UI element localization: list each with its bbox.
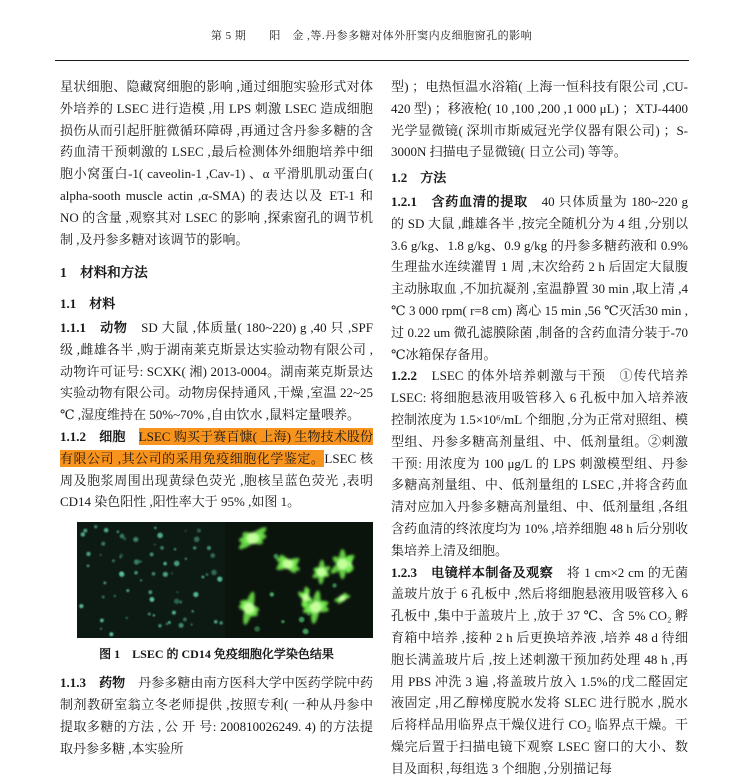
section-1-2-3-label: 1.2.3 电镜样本制备及观察 bbox=[391, 564, 567, 580]
section-1-2-1-paragraph bbox=[391, 191, 688, 365]
header-divider bbox=[55, 60, 689, 61]
right-column bbox=[391, 76, 688, 780]
fluorescence-micrograph bbox=[77, 522, 373, 638]
section-1-1-heading: 1.1 材料 bbox=[60, 296, 116, 312]
section-1-2-2-paragraph bbox=[391, 365, 688, 561]
figure1-image bbox=[77, 522, 373, 638]
section-1-2-1-label: 1.2.1 含药血清的提取 bbox=[391, 193, 542, 209]
section-1-2-2-label: 1.2.2 bbox=[391, 368, 432, 384]
section-1-1-3-text: 丹参多糖由南方医科大学中医药学院中药制剂教研室翁立冬老师提供 ,按照专利( 一种从丹参中提取多糖的方法 , 公 开 号: 200810026249. 4) 的方法提取丹参多糖 ,本实验所 bbox=[60, 675, 373, 756]
running-header: 第 5 期 阳 金 ,等.丹参多糖对体外肝窦内皮细胞窗孔的影响 bbox=[210, 30, 533, 42]
section-1-1-2-label: 1.1.2 细胞 bbox=[60, 428, 139, 444]
section-1-2-1-text: 40 只体质量为 180~220 g 的 SD 大鼠 ,雌雄各半 ,按完全随机分为 4 组 ,分别以 3.6 g/kg、1.8 g/kg、0.9 g/kg 的丹参多糖药液和 0.9%生理盐水连续灌胃 1 周 ,末次给药 2 h 后固定大鼠腹主动脉取血 ,不加抗凝剂 ,室温静置 30 min ,取上清 ,4 ℃ 3 000 rpm( r=8 cm) 离心 15 min ,56 ℃灭活30 min ,过 0.22 um 微孔滤膜除菌 ,制备的含药血清分装于-70 ℃冰箱保存备用。 bbox=[391, 193, 688, 362]
left-column bbox=[60, 76, 373, 759]
section-1-1-2-paragraph bbox=[60, 426, 373, 513]
section-1-1-1-text: SD 大鼠 ,体质量( 180~220) g ,40 只 ,SPF 级 ,雌雄各半 ,购于湖南莱克斯景达实验动物有限公司 ,动物许可证号: SCXK( 湘) 2013-0004。湖南莱克斯景达实验动物有限公司。动物房保持通风 ,干燥 ,室温 22~25 ℃ ,湿度维持在 50%~70% ,自由饮水 ,鼠料定量喂养。 bbox=[60, 319, 373, 423]
section-1-1-1-label: 1.1.1 动物 bbox=[60, 319, 142, 335]
section-1-2-3-paragraph bbox=[391, 562, 688, 780]
section-1-1-1-paragraph bbox=[60, 317, 373, 426]
section-1-heading: 1 材料和方法 bbox=[60, 265, 148, 281]
section-1-2-2-text: ①传代培养 LSEC: 将细胞悬液用吸管移入 6 孔板中加入培养液控制浓度为 1.5×10⁶/mL 个细胞 ,分为正常对照组、模型组、丹参多糖高剂量组、中、低剂量组。②刺激干预: 用浓度为 100 μg/L 的 LPS 刺激模型组、丹参多糖高剂量组、中、低剂量组的 LSEC ,并将含药血清对应加入丹参多糖高剂量组、中、低剂量组 ,各组含药血清的终浓度均为 10% ,培养细胞 48 h 后分别收集培养上清及细胞。 bbox=[391, 368, 688, 558]
intro-paragraph: 星状细胞、隐藏窝细胞的影响 ,通过细胞实验形式对体外培养的 LSEC 进行造模 ,用 LPS 刺激 LSEC 造成细胞损伤从而引起肝脏微循环障碍 ,再通过含丹参多糖的含药血清干预刺激的 LSEC ,最后检测体外细胞培养中细胞小窝蛋白-1( caveolin-1 ,Cav-1) 、α 平滑肌肌动蛋白( alpha-sooth muscle actin ,α-SMA) 的表达以及 ET-1 和 NO 的含量 ,观察其对 LSEC 的影响 ,探索窗孔的调节机制 ,及丹参多糖对该调节的影响。 bbox=[60, 79, 373, 247]
equipment-paragraph: 型) ；电热恒温水浴箱( 上海一恒科技有限公司 ,CU-420 型) ；移液枪( 10 ,100 ,200 ,1 000 μL) ；XTJ-4400 光学显微镜( 深圳市斯威冠光学仪器有限公司) ；S-3000N 扫描电子显微镜( 日立公司) 等等。 bbox=[391, 79, 688, 160]
section-1-2-heading: 1.2 方法 bbox=[391, 170, 447, 186]
section-1-1-2-text: LSEC 核周及胞浆周围出现黄绿色荧光 ,胞核呈蓝色荧光 ,表明 CD14 染色阳性 ,阳性率大于 95% ,如图 1。 bbox=[60, 450, 373, 510]
highlighted-text: LSEC 购买于赛百慷( 上海) 生物技术股份有限公司 ,其公司的采用免疫细胞化学鉴定。 bbox=[60, 428, 373, 466]
section-1-2-3-text: 将 1 cm×2 cm 的无菌盖玻片放于 6 孔板中 ,然后将细胞悬液用吸管移入 6 孔板中 ,集中于盖玻片上 ,放于 37 ℃、含 5% CO₂ 孵育箱中培养 ,接种 2 h 后更换培养液 ,培养 48 d 待细胞长满盖玻片后 ,按上述刺激干预加药处理 48 h ,再用 PBS 冲洗 3 遍 ,将盖玻片放入 1.5%的戊二醛固定液固定 ,用乙醇梯度脱水发将 SLEC 进行脱水 ,脱水后将样品用临界点干燥仪进行 CO₂ 临界点干燥。干燥完后置于扫描电镜下观察 LSEC 窗口的大小、数目及面积 ,每组选 3 个细胞 ,分别描记每 bbox=[391, 564, 688, 776]
section-1-1-3-label: 1.1.3 药物 bbox=[60, 675, 139, 691]
section-1-2-2-title: LSEC 的体外培养刺激与干预 bbox=[431, 368, 620, 384]
figure1-caption: 图 1 LSEC 的 CD14 免疫细胞化学染色结果 bbox=[99, 647, 334, 662]
section-1-1-3-paragraph bbox=[60, 672, 373, 759]
